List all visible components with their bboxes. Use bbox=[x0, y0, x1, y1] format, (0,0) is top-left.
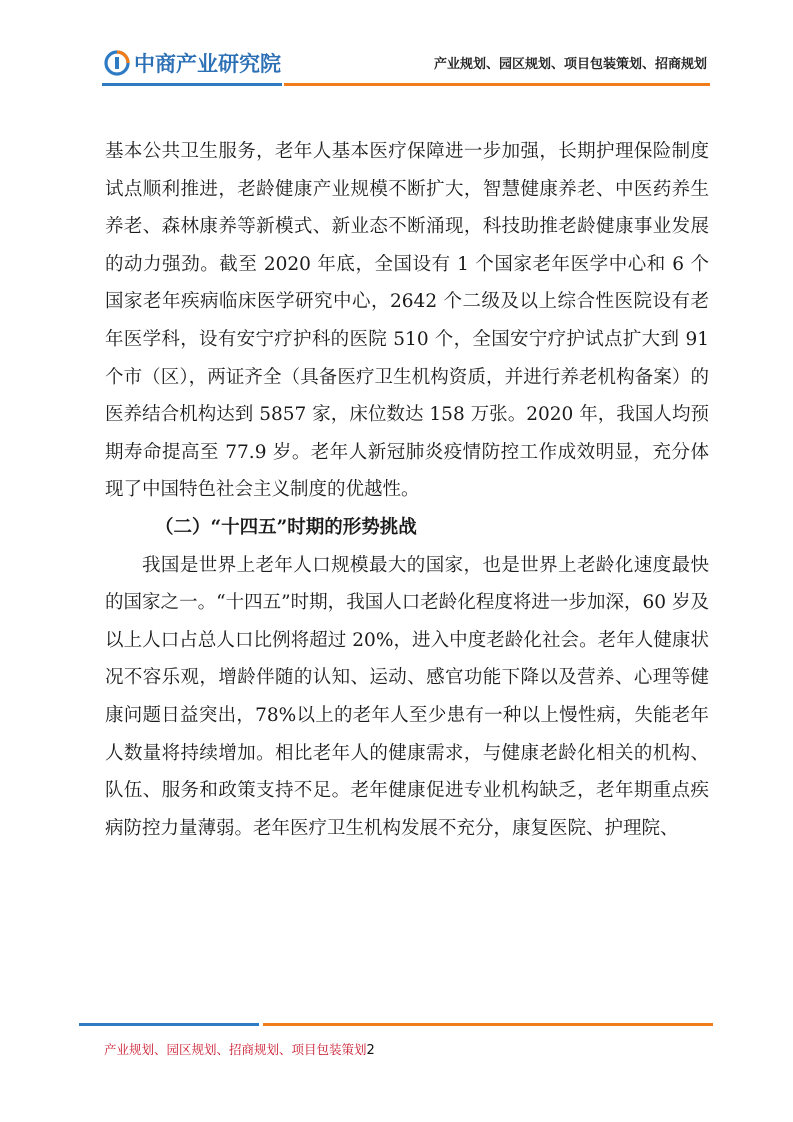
header-divider-blue bbox=[102, 83, 282, 86]
page-number: 2 bbox=[366, 1043, 375, 1058]
footer-divider-orange bbox=[263, 1023, 713, 1026]
body-paragraph-1: 基本公共卫生服务，老年人基本医疗保障进一步加强，长期护理保险制度试点顺利推进，老龄健康产业规模不断扩大，智慧健康养老、中医药养生养老、森林康养等新模式、新业态不断涌现，科技助推老龄健康事业发展的动力强劲。截至 2020 年底，全国设有 1 个国家老年医学中心和 6 个国家老年疾病临床医学研究中心，2642 个二级及以上综合性医院设有老年医学科，设有安宁疗护科的医院 510 个，全国安宁疗护试点扩大到 91 个市（区），两证齐全（具备医疗卫生机构资质，并进行养老机构备案）的医养结合机构达到 5857 家，床位数达 158 万张。2020 年，我国人均预期寿命提高至 77.9 岁。老年人新冠肺炎疫情防控工作成效明显，充分体现了中国特色社会主义制度的优越性。 bbox=[105, 141, 709, 501]
body-paragraph-2: 我国是世界上老年人口规模最大的国家，也是世界上老龄化速度最快的国家之一。“十四五”时期，我国人口老龄化程度将进一步加深，60 岁及以上人口占总人口比例将超过 20%，进入中度老龄化社会。老年人健康状况不容乐观，增龄伴随的认知、运动、感官功能下降以及营养、心理等健康问题日益突出，78%以上的老年人至少患有一种以上慢性病，失能老年人数量将持续增加。相比老年人的健康需求，与健康老龄化相关的机构、队伍、服务和政策支持不足。老年健康促进专业机构缺乏，老年期重点疾病防控力量薄弱。老年医疗卫生机构发展不充分，康复医院、护理院、 bbox=[105, 554, 709, 839]
header-tagline: 产业规划、园区规划、项目包装策划、招商规划 bbox=[433, 57, 707, 72]
page-header bbox=[0, 0, 793, 100]
logo-mark-icon bbox=[104, 50, 130, 76]
logo-text: 中商产业研究院 bbox=[134, 52, 281, 76]
document-body bbox=[105, 133, 709, 847]
page-footer bbox=[104, 1040, 375, 1058]
footer-divider-blue bbox=[79, 1023, 259, 1026]
section-heading: （二）“十四五”时期的形势挑战 bbox=[155, 516, 417, 538]
company-logo bbox=[104, 48, 281, 78]
footer-tagline: 产业规划、园区规划、招商规划、项目包装策划 bbox=[104, 1042, 367, 1057]
header-divider-orange bbox=[284, 83, 710, 86]
